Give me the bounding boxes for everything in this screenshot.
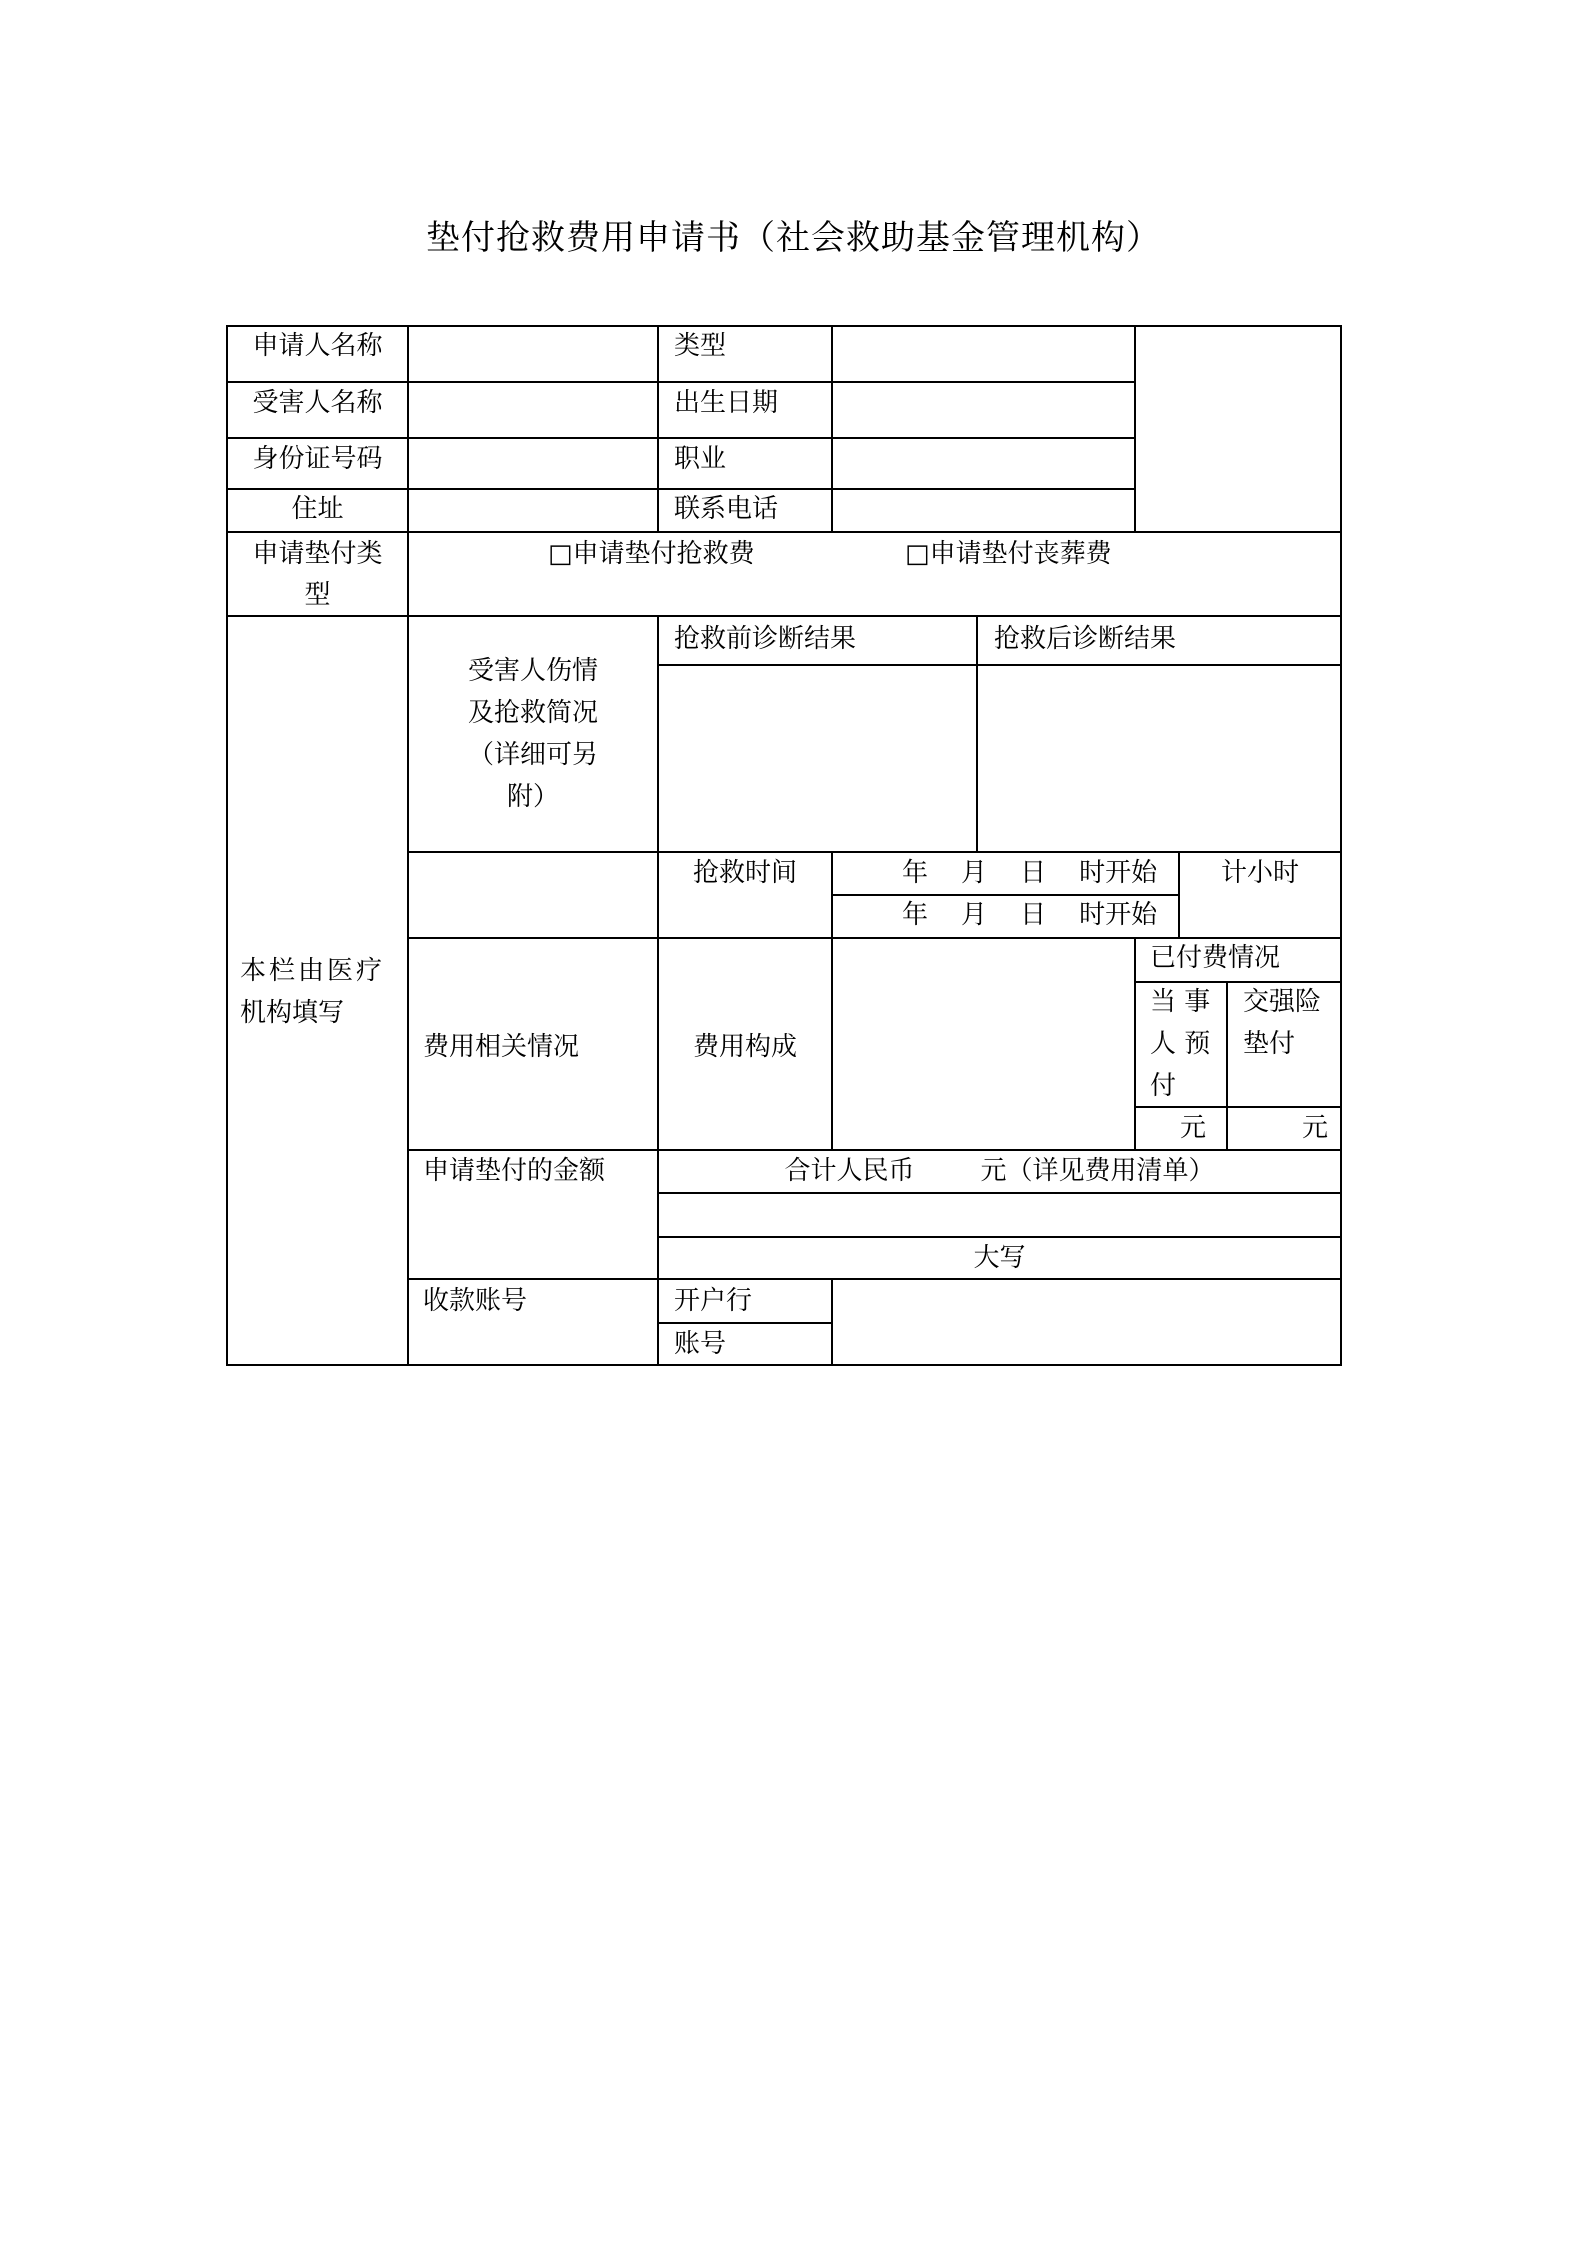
pre-diagnosis-field[interactable]: [659, 666, 976, 851]
insurance-advance-yuan[interactable]: 元: [1302, 1113, 1329, 1143]
party-prepaid-line1: 当 事: [1150, 987, 1211, 1017]
rescue-start-time[interactable]: 年 月 日 时开始: [902, 858, 1158, 888]
cost-composition-label: 费用构成: [692, 1032, 797, 1062]
medical-section-label-line1: 本栏由医疗: [240, 956, 386, 986]
page-title: 垫付抢救费用申请书（社会救助基金管理机构）: [426, 218, 1161, 258]
amount-label: 申请垫付的金额: [423, 1156, 606, 1186]
post-diagnosis-label: 抢救后诊断结果: [994, 624, 1177, 654]
amount-total[interactable]: 合计人民币 元（详见费用清单）: [784, 1156, 1215, 1186]
injury-label-line3: （详细可另: [467, 740, 598, 770]
cost-composition-field[interactable]: [833, 939, 1134, 1149]
phone-field[interactable]: [833, 490, 1134, 531]
type-field[interactable]: [833, 327, 1134, 381]
occupation-label: 职业: [674, 444, 727, 474]
pre-diagnosis-label: 抢救前诊断结果: [674, 624, 857, 654]
cost-info-label: 费用相关情况: [423, 1032, 580, 1062]
injury-label-line4: 附）: [506, 782, 559, 812]
capital-amount-label[interactable]: 大写: [973, 1243, 1026, 1273]
account-label: 收款账号: [423, 1286, 528, 1316]
post-diagnosis-field[interactable]: [978, 666, 1340, 851]
advance-type-label-line2: 型: [304, 580, 331, 610]
injury-label-line2: 及抢救简况: [467, 698, 598, 728]
party-prepaid-yuan[interactable]: 元: [1180, 1113, 1207, 1143]
phone-label: 联系电话: [674, 494, 779, 524]
bank-label: 开户行: [674, 1286, 753, 1316]
injury-label-line1: 受害人伤情: [467, 656, 598, 686]
id-number-field[interactable]: [409, 439, 657, 488]
account-field[interactable]: [833, 1280, 1340, 1364]
party-prepaid-line3: 付: [1150, 1071, 1177, 1101]
photo-area[interactable]: [1136, 327, 1340, 531]
medical-section-label-line2: 机构填写: [240, 998, 345, 1028]
rescue-time-label: 抢救时间: [692, 858, 797, 888]
occupation-field[interactable]: [833, 439, 1134, 488]
advance-type-label-line1: 申请垫付类: [252, 539, 383, 569]
rescue-blank-field[interactable]: [409, 853, 657, 937]
victim-name-label: 受害人名称: [252, 388, 383, 418]
rescue-end-time[interactable]: 年 月 日 时开始: [902, 900, 1158, 930]
account-number-label: 账号: [674, 1329, 727, 1359]
insurance-advance-line1: 交强险: [1243, 987, 1322, 1017]
id-number-label: 身份证号码: [252, 444, 383, 474]
applicant-name-label: 申请人名称: [252, 331, 383, 361]
amount-blank-field[interactable]: [659, 1194, 1340, 1236]
funeral-fee-checkbox[interactable]: □申请垫付丧葬费: [905, 539, 1112, 569]
address-label: 住址: [291, 494, 344, 524]
party-prepaid-line2: 人 预: [1150, 1029, 1211, 1059]
birth-date-label: 出生日期: [674, 388, 779, 418]
rescue-fee-checkbox[interactable]: □申请垫付抢救费: [548, 539, 755, 569]
birth-date-field[interactable]: [833, 383, 1134, 437]
total-hours-label[interactable]: 计小时: [1220, 858, 1299, 888]
paid-status-label: 已付费情况: [1150, 943, 1281, 973]
victim-name-field[interactable]: [409, 383, 657, 437]
applicant-name-field[interactable]: [409, 327, 657, 381]
insurance-advance-line2: 垫付: [1243, 1029, 1296, 1059]
type-label: 类型: [674, 331, 727, 361]
address-field[interactable]: [409, 490, 657, 531]
